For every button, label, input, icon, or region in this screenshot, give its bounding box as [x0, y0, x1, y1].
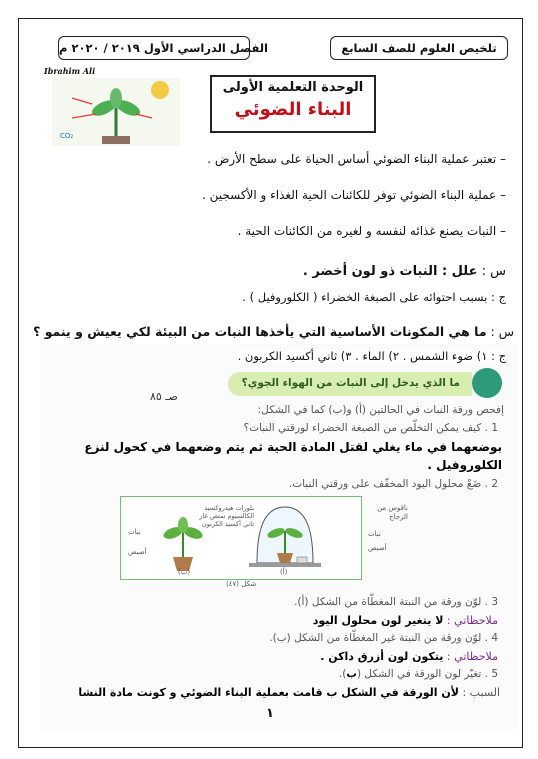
unit-subtitle: البناء الضوئي	[234, 99, 352, 120]
plant-illustration	[52, 78, 180, 146]
question-2	[33, 324, 514, 339]
note-4	[320, 650, 498, 663]
flask-icon	[472, 368, 502, 398]
note-3	[313, 614, 498, 627]
label-belljar: ناقوس من الزجاج	[377, 504, 408, 521]
label-pot-a: أصيص	[368, 544, 387, 552]
label-plant-a: نبات	[368, 530, 381, 538]
reason-label: السبب :	[462, 686, 500, 699]
header-term-box: الفصل الدراسي الأول ٢٠١٩ / ٢٠٢٠ م	[58, 36, 250, 60]
step-4: 4 . لوّن ورقة من النبتة غير المغطّاة من الشكل (ب).	[269, 632, 498, 644]
step-1: 1 . كيف يمكن التخلّص من الصبغة الخضراء لورقتي النبات؟	[243, 422, 498, 434]
step-3: 3 . لوّن ورقة من النبتة المغطّاة من الشكل (أ).	[294, 596, 498, 608]
step-5	[339, 668, 498, 680]
question-2-text: ما هي المكونات الأساسية التي يأخذها النبات من البيئة لكي يعيش و ينمو ؟	[33, 324, 487, 339]
label-plant-b: نبات	[128, 528, 141, 536]
bullet-1: – تعتبر عملية البناء الضوئي أساس الحياة على سطح الأرض .	[207, 152, 506, 166]
intro-text: إفحص ورقة النبات في الحالتين (أ) و(ب) كما في الشكل:	[257, 404, 504, 416]
question-2-prefix: س :	[490, 324, 514, 339]
bullet-2: – عملية البناء الضوئي توفر للكائنات الحية الغذاء و الأكسجين .	[201, 188, 506, 202]
author-name: Ibrahim Ali	[44, 66, 96, 76]
sun-icon	[151, 81, 169, 99]
question-1-prefix: س :	[481, 264, 506, 279]
answer-step-1b	[427, 458, 502, 472]
unit-title: الوحدة التعلمية الأولى	[222, 80, 364, 95]
header-title-box: تلخيص العلوم للصف السابع	[330, 36, 508, 60]
section-banner-text: ما الذي يدخل إلى النبات من الهواء الجوي؟	[241, 377, 460, 389]
answer-step-1b-text: الكلوروفيل .	[427, 458, 502, 472]
tag-b: (ب)	[178, 568, 191, 576]
label-hydroxide: بلورات هيدروكسيد الكالسيوم تمتص غاز ثاني أكسيد الكربون	[199, 504, 254, 528]
svg-text:CO₂: CO₂	[60, 132, 74, 140]
answer-2: ج : ١) ضوء الشمس . ٢) الماء . ٣) ثاني أكسيد الكربون .	[237, 349, 506, 363]
step-5-fill: ب	[346, 668, 357, 680]
answer-step-1a	[84, 440, 502, 454]
reason-answer: لأن الورقة في الشكل ب قامت بعملية البناء الضوئي و كونت مادة النشا	[78, 686, 459, 699]
figure-caption: شكل (٤٧)	[226, 580, 257, 588]
question-1	[303, 264, 506, 279]
bullet-3: – النبات يصنع غذائه لنفسه و لغيره من الكائنات الحية .	[237, 224, 506, 238]
question-1-text: علل : النبات ذو لون أخضر .	[302, 264, 478, 279]
label-pot-b: أصيص	[128, 548, 147, 556]
note-3-label: ملاحظاتي :	[446, 614, 498, 627]
step-5-end: ).	[338, 668, 347, 680]
reason-line	[78, 686, 500, 699]
page-reference: صـ ٨٥	[150, 390, 178, 403]
answer-1: ج : بسبب احتوائه على الصبغة الخضراء ( الكلوروفيل ) .	[242, 290, 506, 304]
page-number: ١	[266, 706, 274, 721]
note-3-answer: لا يتغير لون محلول اليود	[312, 614, 444, 627]
tag-a: (أ)	[280, 568, 288, 576]
note-4-label: ملاحظاتي :	[446, 650, 498, 663]
note-4-answer: يتكون لون أزرق داكن .	[320, 650, 444, 663]
unit-title-box	[210, 75, 376, 133]
answer-step-1a-text: بوضعهما في ماء يغلي لقتل المادة الحية ثم يتم وضعهما في كحول لنزع	[84, 440, 502, 454]
step-5-text: 5 . تغيّر لون الورقة في الشكل (	[356, 668, 498, 680]
plant-a-drawing	[249, 507, 321, 567]
step-2: 2 . ضَعْ محلول اليود المخفّف على ورقتي النبات.	[288, 478, 498, 490]
